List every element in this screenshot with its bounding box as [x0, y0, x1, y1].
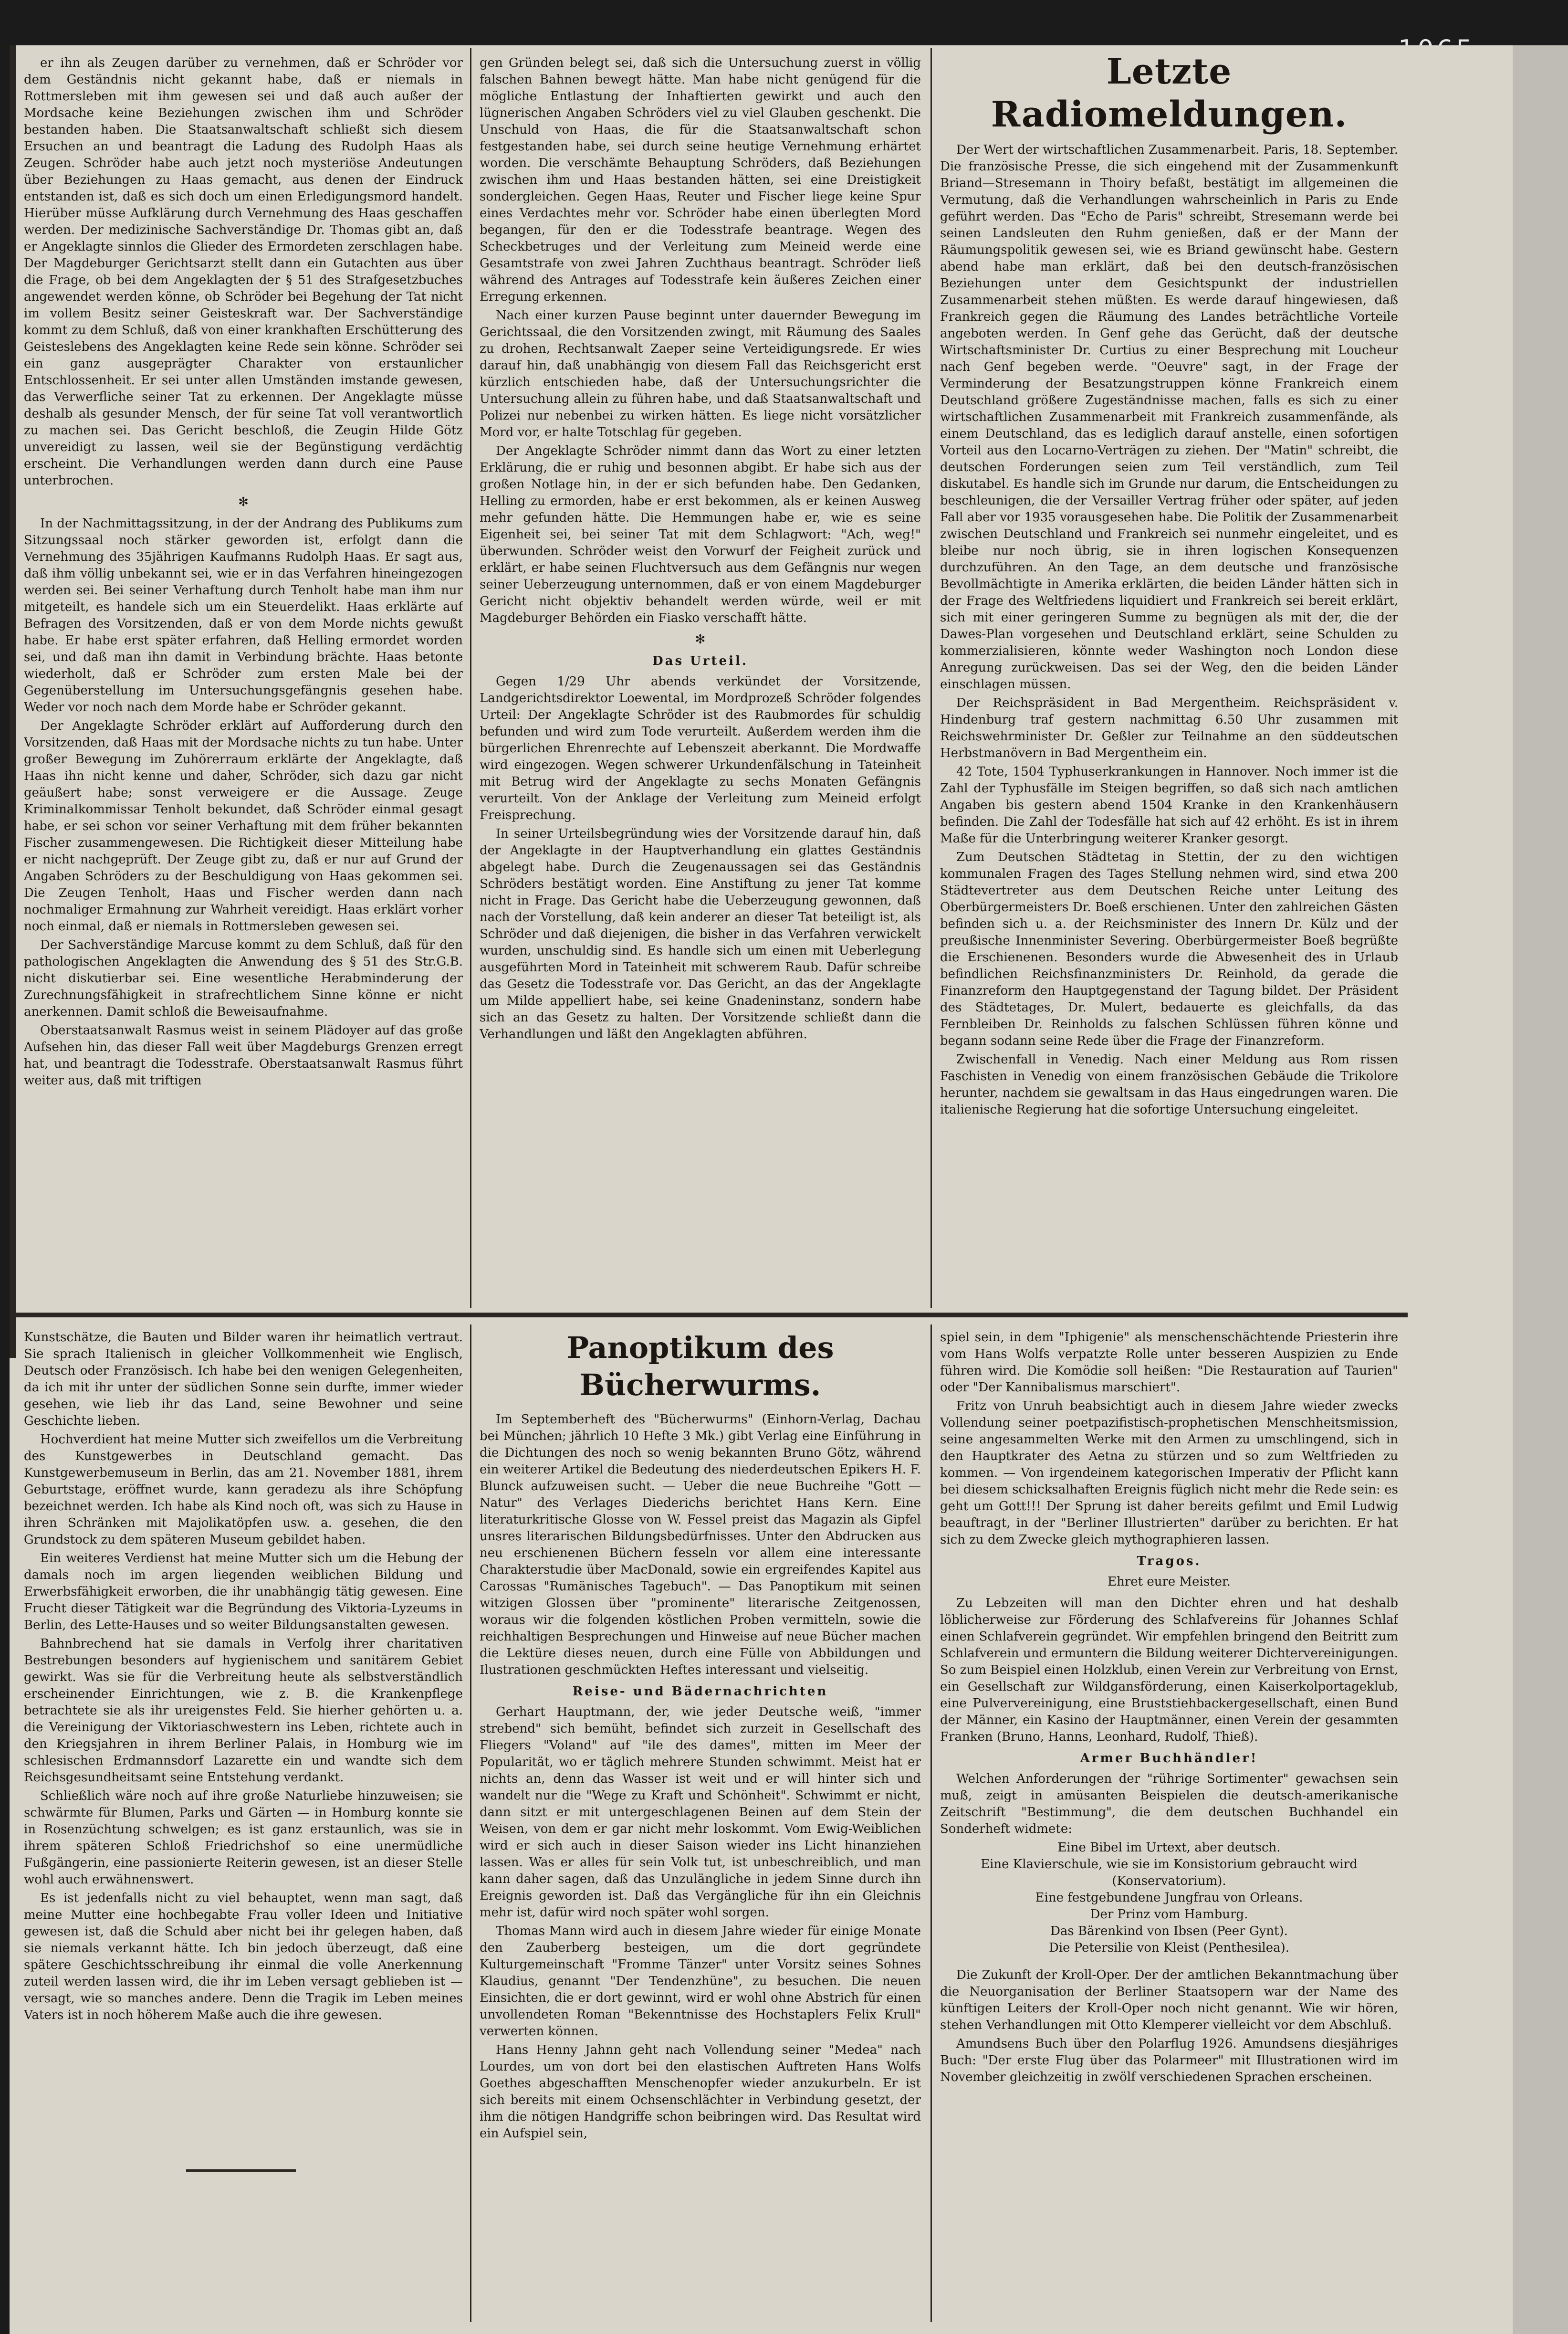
left-border-rule [10, 45, 16, 1358]
paragraph: Fritz von Unruh beabsichtigt auch in diesem Jahre wieder zwecks Vollendung seiner poetpazifistisch-prophetischen Menschheitsmission, seine angesammelten Werke mit den Armen zu umschlingend, sich in den Hauptkrater des Aetna zu stürzen und so zum Weltfrieden zu kommen. — Von irgendeinem kategorischen Imperativ der Pflicht kann bei diesem schicksalhaften Ereignis füglich nicht mehr die Rede sein: es geht um Gott!!! Der Sprung ist daher bereits gefilmt und Emil Ludwig beauftragt, in der "Berliner Illustrierten" darüber zu berichten. Er hat sich zu dem Zwecke gleich mythographieren lassen. [940, 1399, 1398, 1547]
verdict-heading: Das Urteil. [652, 654, 748, 668]
paragraph: Zwischenfall in Venedig. Nach einer Meldung aus Rom rissen Faschisten in Venedig von einem französischen Gebäude die Trikolore herunter, nachdem sie gewaltsam in das Haus eingedrungen waren. Die italienische Regierung hat die sofortige Untersuchung eingeleitet. [940, 1052, 1398, 1117]
bookseller-heading: Armer Buchhändler! [1080, 1751, 1258, 1766]
list-item: Eine Klavierschule, wie sie im Konsistorium gebraucht wird (Konservatorium). [981, 1857, 1358, 1888]
list-item: Die Petersilie von Kleist (Penthesilea). [1048, 1941, 1290, 1955]
paragraph: In der Nachmittagssitzung, in der der Andrang des Publikums zum Sitzungssaal noch stärker geworden ist, erfolgt dann die Vernehmung des 35jährigen Kaufmanns Rudolph Haas. Er sagt aus, daß ihm völlig unbekannt sei, wie er in das Verfahren hineingezogen werden sei. Bei seiner Verhaftung durch Tenholt habe man ihm nur mitgeteilt, es handele sich um ein Steuerdelikt. Haas erklärte auf Befragen des Vorsitzenden, daß er von dem Morde nichts gewußt habe. Er habe erst später erfahren, daß Helling ermordet worden sei, und daß man ihn damit in Verbindung brächte. Haas betonte wiederholt, daß er Schröder zum ersten Male bei der Gegenüberstellung im Untersuchungsgefängnis gesehen habe. Weder vor noch nach dem Morde habe er Schröder gekannt. [24, 516, 463, 715]
tragos-heading: Tragos. [1137, 1554, 1202, 1568]
radio-news-column [940, 50, 1398, 1310]
spacer [940, 1956, 1398, 1967]
paragraph: Kunstschätze, die Bauten und Bilder waren ihr heimatlich vertraut. Sie sprach Italienisch in gleicher Vollkommenheit wie Englisch, Deutsch oder Französisch. Ich habe bei den wenigen Gelegenheiten, da ich mit ihr unter der südlichen Sonne sein durfte, immer wieder gesehen, wie lieb ihr das Land, seine Bewohner und seine Geschichte lieben. [24, 1330, 463, 1428]
paragraph: Amundsens Buch über den Polarflug 1926. Amundsens diesjähriges Buch: "Der erste Flug über das Polarmeer" mit Illustrationen wird im November gleichzeitig in zwölf verschiedenen Sprachen erscheinen. [940, 2037, 1398, 2084]
paragraph: Schließlich wäre noch auf ihre große Naturliebe hinzuweisen; sie schwärmte für Blumen, Parks und Gärten — in Homburg konnte sie in Rosenzüchtung schwelgen; es ist ganz erstaunlich, was sie in ihrem späteren Schloß Friedrichshof so eine unermüdliche Fußgängerin, eine passionierte Reiterin gewesen, ist an dieser Stelle wohl auch erwähnenswert. [24, 1789, 463, 1887]
radio-news-title: Letzte Radiomeldungen. [991, 51, 1348, 135]
panoptikum-column-continued [940, 1329, 1398, 2327]
end-mark-rule [186, 2169, 296, 2172]
panoptikum-column [480, 1329, 921, 2327]
paragraph: spiel sein, in dem "Iphigenie" als menschenschächtende Priesterin ihre vom Hans Wolfs verpatzte Rolle unter besseren Auspizien zu Ende führen wird. Die Komödie soll heißen: "Die Restauration auf Taurien" oder "Der Kannibalismus marschiert". [940, 1330, 1398, 1395]
paragraph: In seiner Urteilsbegründung wies der Vorsitzende darauf hin, daß der Angeklagte in der Hauptverhandlung ein glattes Geständnis abgelegt habe. Durch die Zeugenaussagen sei das Geständnis Schröders bestätigt worden. Eine Anstiftung zu jener Tat komme nicht in Frage. Das Gericht habe die Ueberzeugung gewonnen, daß nach der Vorstellung, daß kein anderer an dieser Tat beteiligt ist, als Schröder und daß diejenigen, die bisher in das Verfahren verwickelt wurden, unschuldig sind. Es handle sich um einen mit Ueberlegung ausgeführten Mord in Tateinheit mit schwerem Raub. Dafür schreibe das Gesetz die Todesstrafe vor. Das Gericht, an das der Angeklagte um Milde appelliert habe, sei keine Gnadeninstanz, sondern habe sich an das Gesetz zu halten. Der Vorsitzende schließt dann die Verhandlungen und läßt den Angeklagten abführen. [480, 827, 921, 1041]
paragraph: Gerhart Hauptmann, der, wie jeder Deutsche weiß, "immer strebend" sich bemüht, befindet sich zurzeit in Gesellschaft des Fliegers "Voland" auf "ile des dames", mitten im Meer der Popularität, wo er täglich mehrere Stunden schwimmt. Meist hat er nichts an, denn das Wasser ist weit und er will hinter sich und wandelt nur die "Wege zu Kraft und Schönheit". Schwimmt er nicht, dann sitzt er mit untergeschlagenen Beinen auf dem Stein der Weisen, von dem er gar nicht mehr loskommt. Vom Ewig-Weiblichen wird er sich auch in dieser Saison wieder ins Licht hinanziehen lassen. Was er alles für sein Volk tut, ist unbeschreiblich, und man kann daher sagen, daß das Unzulängliche in jedem Sinne durch ihn Ereignis geworden ist. Daß das Vergängliche für ihn ein Gleichnis mehr ist, dafür wird noch später wohl sorgen. [480, 1705, 921, 1920]
paragraph: Welchen Anforderungen der "rührige Sortimenter" gewachsen sein muß, zeigt in amüsanten Beispielen die deutsch-amerikanische Zeitschrift "Bestimmung", die dem deutschen Buchhandel ein Sonderheft widmete: [940, 1772, 1398, 1836]
list-item: Das Bärenkind von Ibsen (Peer Gynt). [1050, 1924, 1288, 1938]
paragraph: Es ist jedenfalls nicht zu viel behauptet, wenn man sagt, daß meine Mutter eine hochbegabte Frau voller Ideen und Initiative gewesen ist, daß die Schuld aber nicht bei ihr gelegen haben, daß sie niemals verkannt hätte. Ich bin jedoch überzeugt, daß eine spätere Geschichtsschreibung ihr einmal die volle Anerkennung zuteil werden lassen wird, die ihr im Leben versagt geblieben ist — versagt, wie so manches andere. Denn die Tragik im Leben meines Vaters ist in noch höherem Maße auch die ihre gewesen. [24, 1891, 463, 2022]
paragraph: er ihn als Zeugen darüber zu vernehmen, daß er Schröder vor dem Geständnis nicht gekannt habe, daß er niemals in Rottmersleben mit ihm gewesen sei und daß auch außer der Mordsache keine Beziehungen zwischen ihm und Schröder bestanden haben. Die Staatsanwaltschaft schließt sich diesem Ersuchen an und beantragt die Ladung des Rudolph Haas als Zeugen. Schröder habe auch jetzt noch mysteriöse Andeutungen über Beziehungen zu Haas gemacht, aus denen der Eindruck entstanden ist, daß es sich doch um einen Erledigungsmord handelt. Hierüber müsse Aufklärung durch Vernehmung des Haas geschaffen werden. Der medizinische Sachverständige Dr. Thomas gibt an, daß er Angeklagte sinnlos die Glieder des Ermordeten zerschlagen habe. Der Magdeburger Gerichtsarzt stellt dann ein Gutachten aus über die Frage, ob bei dem Angeklagten der § 51 des Strafgesetzbuches angewendet werden könne, ob Schröder bei Begehung der Tat nicht im vollem Besitz seiner Geisteskraft war. Der Sachverständige kommt zu dem Schluß, daß von einer krankhaften Erschütterung des Geisteslebens des Angeklagten keine Rede sein könne. Schröder sei ein ganz ausgeprägter Charakter von erstaunlicher Entschlossenheit. Er sei unter allen Umständen imstande gewesen, das Verwerfliche seiner Tat zu erkennen. Der Angeklagte müsse deshalb als gesunder Mensch, der für seine Tat voll verantwortlich zu machen sei. Das Gericht beschloß, die Zeugin Hilde Götz unvereidigt zu lassen, weil sie der Begünstigung verdächtig erscheint. Die Verhandlungen werden dann durch eine Pause unterbrochen. [24, 56, 463, 488]
memoir-column [24, 1329, 463, 2165]
paragraph: Der Angeklagte Schröder nimmt dann das Wort zu einer letzten Erklärung, die er ruhig und besonnen abgibt. Er habe sich aus der großen Notlage hin, in der er sich befunden habe. Den Gedanken, Helling zu ermorden, habe er erst bekommen, als er keinen Ausweg mehr gefunden hätte. Die Hemmungen habe er, wie es seine Eigenheit sei, bei seiner Tat mit dem Schlagwort: "Ach, weg!" überwunden. Schröder weist den Vorwurf der Feigheit zurück und erklärt, er habe seinen Fluchtversuch aus dem Gefängnis nur wegen seiner Ueberzeugung unternommen, daß er von einem Magdeburger Gericht nicht objektiv behandelt werden würde, weil er mit Magdeburger Behörden ein Fiasko verschafft hätte. [480, 444, 921, 625]
paragraph: Der Angeklagte Schröder erklärt auf Aufforderung durch den Vorsitzenden, daß Haas mit der Mordsache nichts zu tun habe. Unter großer Bewegung im Zuhörerraum erklärte der Angeklagte, daß Haas ihn nicht kenne und daher, Schröder, sich dazu gar nicht geäußert habe; sonst verweigere er die Aussage. Zeuge Kriminalkommissar Tenholt bekundet, daß Schröder einmal gesagt habe, er sei schon vor seiner Verhaftung mit dem früher bekannten Fischer zusammengewesen. Die Richtigkeit dieser Mitteilung habe er nicht nachgeprüft. Der Zeuge gibt zu, daß er nur auf Grund der Angaben Schröders zu der Beschuldigung von Haas gekommen sei. Die Zeugen Tenholt, Haas und Fischer werden dann nach nochmaliger Ermahnung zur Wahrheit vereidigt. Haas erklärt vorher noch einmal, daß er niemals in Rottmersleben gewesen sei. [24, 719, 463, 934]
paragraph: Zu Lebzeiten will man den Dichter ehren und hat deshalb löblicherweise zur Förderung des Schlafvereins für Johannes Schlaf einen Schlafverein gegründet. Wir empfehlen bringend den Beitritt zum Schlafverein und ermuntern die Bildung weiterer Dichtervereinigungen. So zum Beispiel einen Holzklub, einen Verein zur Verbreitung von Ernst, ein Gesellschaft zur Wildgansförderung, einen Kaiserkolportageklub, eine Pulververeinigung, eine Bruststiehbackergesellschaft, einen Bund der Männer, ein Kasino der Hauptmänner, einen Verein der gesammten Franken (Bruno, Hanns, Leonhard, Rudolf, Thieß). [940, 1596, 1398, 1744]
paragraph: Nach einer kurzen Pause beginnt unter dauernder Bewegung im Gerichtssaal, die den Vorsitzenden zwingt, mit Räumung des Saales zu drohen, Rechtsanwalt Zaeper seine Verteidigungsrede. Er wies darauf hin, daß unabhängig von diesem Fall das Reichsgericht erst kürzlich entschieden habe, daß der Untersuchungsrichter die Untersuchung allein zu führen habe, und daß Staatsanwaltschaft und Polizei nur nebenbei zu wirken hätten. Es liege nicht vorsätzlicher Mord vor, er halte Totschlag für gegeben. [480, 308, 921, 440]
paragraph: Der Wert der wirtschaftlichen Zusammenarbeit. Paris, 18. September. Die französische Presse, die sich eingehend mit der Zusammenkunft Briand—Stresemann in Thoiry befaßt, bestätigt im allgemeinen die Vermutung, daß die Verhandlungen wahrscheinlich in Paris zu Ende geführt werden. Das "Echo de Paris" schreibt, Stresemann werde bei seinen Landsleuten den Ruhm genießen, daß er der Mann der Räumungspolitik gewesen sei, wie es Briand gewünscht habe. Gestern abend habe man erklärt, daß bei den deutsch-französischen Beziehungen unter dem Gesichtspunkt der industriellen Zusammenarbeit stehen müßten. Es werde darauf hingewiesen, daß Frankreich gegen die Räumung des Landes beträchtliche Vorteile angeboten werden. In Genf gehe das Gerücht, daß der deutsche Wirtschaftsminister Dr. Curtius zu einer Besprechung mit Loucheur nach Genf begeben werde. "Oeuvre" sagt, in der Frage der Verminderung der Besatzungstruppen könne Frankreich einem Deutschland größere Zugeständnisse machen, falls es sich zu einer wirtschaftlichen Zusammenarbeit mit Frankreich zusammenfände, als einem Deutschland, das es lediglich darauf anstelle, einen sofortigen Vorteil aus den Locarno-Verträgen zu ziehen. Der "Matin" schreibt, die deutschen Forderungen seien zum Teil verständlich, zum Teil diskutabel. Es handle sich im Grunde nur darum, die Entscheidungen zu beschleunigen, die der Versailler Vertrag früher oder später, auf jeden Fall aber vor 1935 vorausgesehen habe. Die Politik der Zusammenarbeit zwischen Deutschland und Frankreich sei nunmehr eingeleitet, und es bleibe nur noch übrig, sie in ihren logischen Konsequenzen durchzuführen. An den Tage, an dem deutsche und französische Bevollmächtigte in Amerika erklärten, die beiden Länder hätten sich in der Frage des Weltfriedens liquidiert und Frankreich sei bereit erklärt, sich mit einer geringeren Summe zu begnügen als mit der, die der Dawes-Plan vorgesehen und Deutschland erklärt, seine Schulden zu kommerzialisieren, könnte weder Washington noch London diese Anregung zurückweisen. Das sei der Weg, den die beiden Länder einschlagen müssen. [940, 143, 1398, 692]
panoptikum-title: Panoptikum des Bücherwurms. [566, 1330, 834, 1402]
trial-report-column-1 [24, 55, 463, 1310]
paragraph: Zum Deutschen Städtetag in Stettin, der zu den wichtigen kommunalen Fragen des Tages Stellung nehmen wird, sind etwa 200 Städtevertreter aus dem Deutschen Reiche unter Leitung des Oberbürgermeisters Dr. Boeß erschienen. Unter den zahlreichen Gästen befinden sich u. a. der Reichsminister des Innern Dr. Külz und der preußische Innenminister Severing. Oberbürgermeister Boeß begrüßte die Erschienenen. Besonders wurde die Abwesenheit des in Urlaub befindlichen Reichsfinanzministers Dr. Reinhold, da gerade die Finanzreform den Hauptgegenstand der Tagung bildet. Der Präsident des Städtetages, Dr. Mulert, bedauerte es gleichfalls, da das Fernbleiben Dr. Reinholds zu falschen Schlüssen führen könne und begann sodann seine Rede über die Frage der Finanzreform. [940, 850, 1398, 1048]
paragraph: 42 Tote, 1504 Typhuserkrankungen in Hannover. Noch immer ist die Zahl der Typhusfälle im Steigen begriffen, so daß sich nach amtlichen Angaben bis gestern abend 1504 Kranke in den Krankenhäusern befinden. Die Zahl der Todesfälle hat sich auf 42 erhöht. Es ist in ihrem Maße für die Unterbringung weiterer Kranker gesorgt. [940, 765, 1398, 846]
travel-news-heading: Reise- und Bädernachrichten [572, 1684, 828, 1699]
horizontal-section-rule [10, 1313, 1408, 1317]
newspaper-page [10, 45, 1513, 2334]
paragraph: Ein weiteres Verdienst hat meine Mutter sich um die Hebung der damals noch im argen liegenden weiblichen Bildung und Erwerbsfähigkeit erworben, die ihr unabhängig tätig gewesen. Eine Frucht dieser Tätigkeit war die Begründung des Viktoria-Lyzeums in Berlin, des Lette-Hauses und so weiter Bildungsanstalten gewesen. [24, 1551, 463, 1632]
adjacent-page-edge [1513, 45, 1568, 2334]
paragraph: Thomas Mann wird auch in diesem Jahre wieder für einige Monate den Zauberberg besteigen, um die dort gegründete Kulturgemeinschaft "Fromme Tänzer" unter Vorsitz seines Sohnes Klaudius, genannt "Der Tendenzhüne", zu besuchen. Die neuen Einsichten, die er dort gewinnt, wird er wohl ohne Abstrich für einen unvollendeten Roman "Bekenntnisse des Hochstaplers Felix Krull" verwerten können. [480, 1924, 921, 2039]
paragraph: Hans Henny Jahnn geht nach Vollendung seiner "Medea" nach Lourdes, um von dort bei den elastischen Auftreten Hans Wolfs Goethes abgeschafften Menschenopfer wieder anzukurbeln. Er ist sich bereits mit einem Ochsenschlächter in Verbindung gesetzt, der ihm die nötigen Handgriffe schon beibringen wird. Das Resultat wird ein Aufspiel sein, [480, 2043, 921, 2141]
list-item: Eine festgebundene Jungfrau von Orleans. [1035, 1891, 1303, 1905]
paragraph: Bahnbrechend hat sie damals in Verfolg ihrer charitativen Bestrebungen besonders auf hygienischem und sanitärem Gebiet gewirkt. Was sie für die Verbreitung heute als selbstverständlich erscheinender Einrichtungen, wie z. B. die Krankenpflege betrachtete sie als ihr ureigenstes Feld. Sie hierher gehörten u. a. die Vereinigung der Viktoriaschwestern ins Leben, richtete auch in den Kriegsjahren in ihrem Berliner Palais, in Homburg wie im schlesischen Erdmannsdorf Lazarette ein und wandte sich dem Reichsgesundheitsamt seine Entstehung verdankt. [24, 1637, 463, 1785]
paragraph: gen Gründen belegt sei, daß sich die Untersuchung zuerst in völlig falschen Bahnen bewegt hätte. Man habe nicht genügend für die mögliche Entlastung der Inhaftierten gewirkt und auch den lügnerischen Angaben Schröders viel zu viel Glauben geschenkt. Die Unschuld von Haas, die für die Staatsanwaltschaft schon festgestanden habe, sei durch seine heutige Vernehmung erhärtet worden. Die verschämte Behauptung Schröders, daß Beziehungen zwischen ihm und Haas bestanden hätten, sei eine Dreistigkeit sondergleichen. Gegen Haas, Reuter und Fischer liege keine Spur eines Verdachtes mehr vor. Schröder habe einen überlegten Mord begangen, für den er die Todesstrafe beantrage. Wegen des Scheckbetruges und der Verleitung zum Meineid werde eine Gesamtstrafe von zwei Jahren Zuchthaus beantragt. Schröder ließ während des Antrages auf Todesstrafe kein äußeres Zeichen einer Erregung erkennen. [480, 56, 921, 304]
column-rule-1 [470, 48, 471, 1308]
asterisk-divider: ✻ [695, 632, 706, 647]
list-item: Eine Bibel im Urtext, aber deutsch. [1057, 1840, 1281, 1855]
paragraph: Der Reichspräsident in Bad Mergentheim. Reichspräsident v. Hindenburg traf gestern nachmittag 6.50 Uhr zusammen mit Reichswehrminister Dr. Geßler zur Teilnahme an den süddeutschen Herbstmanövern in Bad Mergentheim ein. [940, 696, 1398, 760]
column-rule-4 [930, 1325, 932, 2322]
paragraph: Die Zukunft der Kroll-Oper. Der der amtlichen Bekanntmachung über die Neuorganisation der Berliner Staatsopern war der Name des künftigen Leiters der Kroll-Oper noch nicht genannt. Wie wir hören, stehen Verhandlungen mit Otto Klemperer vielleicht vor dem Abschluß. [940, 1968, 1398, 2032]
paragraph: Gegen 1/29 Uhr abends verkündet der Vorsitzende, Landgerichtsdirektor Loewental, im Mordprozeß Schröder folgendes Urteil: Der Angeklagte Schröder ist des Raubmordes für schuldig befunden und wird zum Tode verurteilt. Außerdem werden ihm die bürgerlichen Ehrenrechte auf Lebenszeit aberkannt. Die Mordwaffe wird eingezogen. Wegen schwerer Urkundenfälschung in Tateinheit mit Betrug wird der Angeklagte zu sechs Monaten Gefängnis verurteilt. Von der Anklage der Verleitung zum Meineid erfolgt Freisprechung. [480, 674, 921, 822]
column-rule-3 [470, 1325, 471, 2322]
asterisk-divider: ✻ [238, 495, 249, 509]
paragraph: Der Sachverständige Marcuse kommt zu dem Schluß, daß für den pathologischen Angeklagten die Anwendung des § 51 des Str.G.B. nicht diskutierbar sei. Eine wesentliche Herabminderung der Zurechnungsfähigkeit in strafrechtlichem Sinne könne er nicht anerkennen. Damit schloß die Beweisaufnahme. [24, 938, 463, 1019]
trial-report-column-2 [480, 55, 921, 1310]
tragos-subheading: Ehret eure Meister. [1108, 1575, 1231, 1589]
paragraph: Im Septemberheft des "Bücherwurms" (Einhorn-Verlag, Dachau bei München; jährlich 10 Hefte 3 Mk.) gibt Verlag eine Einführung in die Dichtungen des noch so wenig bekannten Bruno Götz, während ein weiterer Artikel die Bedeutung des niederdeutschen Epikers H. F. Blunck aufzuweisen sucht. — Ueber die neue Buchreihe "Gott — Natur" des Verlages Diederichs berichtet Hans Kern. Eine literaturkritische Glosse von W. Fessel preist das Magazin als Gipfel unsres literarischen Bildungsbedürfnisses. Unter den Abdrucken aus neu erschienenen Büchern fesseln vor allem eine interessante Charakterstudie über MacDonald, sowie ein ergreifendes Kapitel aus Carossas "Rumänisches Tagebuch". — Das Panoptikum mit seinen witzigen Glossen über "prominente" literarische Zeitgenossen, woraus wir die folgenden köstlichen Proben vermitteln, sowie die reichhaltigen Besprechungen und Hinweise auf neue Bücher machen die Lektüre dieses neuen, durch eine Fülle von Abbildungen und Ilustrationen geschmückten Heftes interessant und vielseitig. [480, 1412, 921, 1677]
column-rule-2 [930, 48, 932, 1308]
paragraph: Oberstaatsanwalt Rasmus weist in seinem Plädoyer auf das große Aufsehen hin, das dieser Fall weit über Magdeburgs Grenzen erregt hat, und beantragt die Todesstrafe. Oberstaatsanwalt Rasmus führt weiter aus, daß mit triftigen [24, 1023, 463, 1088]
paragraph: Hochverdient hat meine Mutter sich zweifellos um die Verbreitung des Kunstgewerbes in Deutschland gemacht. Das Kunstgewerbemuseum in Berlin, das am 21. November 1881, ihrem Geburtstage, eröffnet wurde, kann geradezu als ihre Schöpfung bezeichnet werden. Ich habe als Kind noch oft, was sich zu Hause in ihren Schränken mit Majolikatöpfen usw. a. gesehen, die den Grundstock zu dem späteren Museum gebildet haben. [24, 1432, 463, 1547]
list-item: Der Prinz vom Hamburg. [1090, 1907, 1248, 1922]
